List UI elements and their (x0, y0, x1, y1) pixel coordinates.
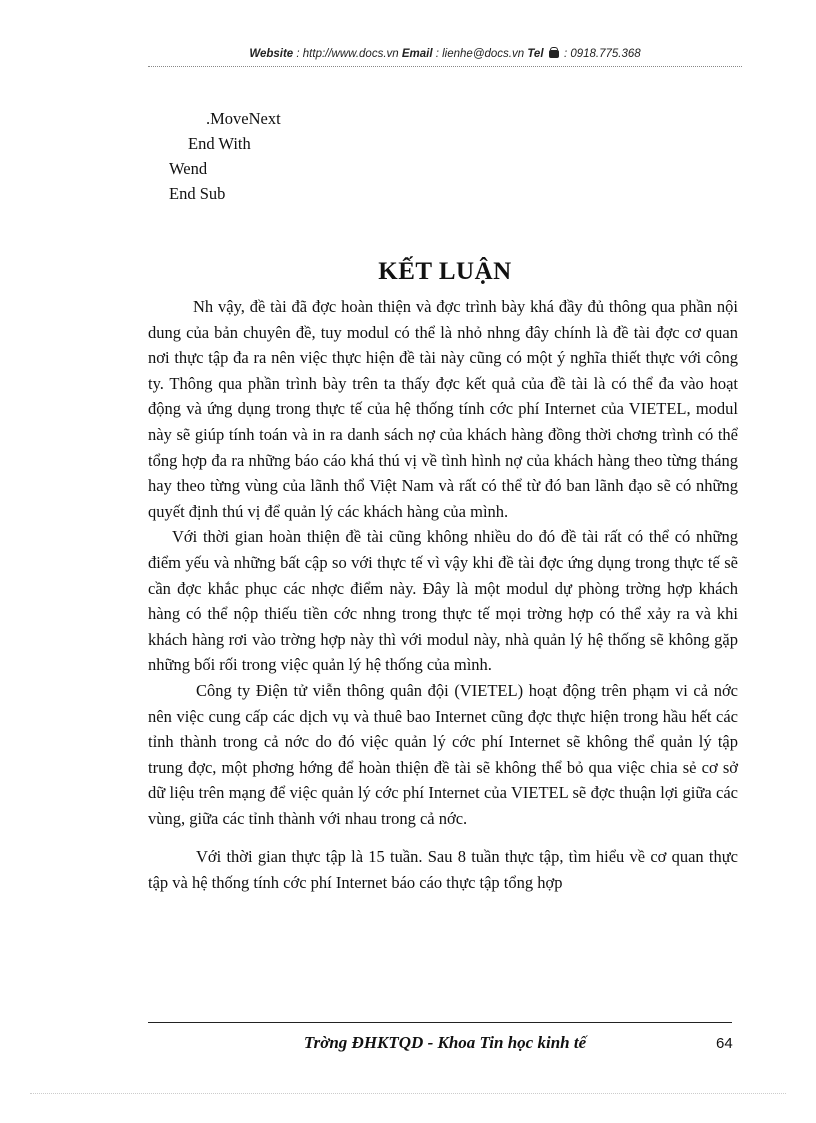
website-value: : http://www.docs.vn (293, 48, 402, 60)
section-title: KẾT LUẬN (378, 258, 512, 285)
footer-divider (148, 1022, 732, 1023)
tel-value: : 0918.775.368 (563, 48, 641, 60)
phone-icon (549, 50, 559, 58)
page-header (148, 48, 742, 60)
email-value: : lienhe@docs.vn (432, 48, 528, 60)
code-line: Wend (169, 159, 208, 178)
paragraph: Công ty Điện tử viễn thông quân đội (VIETEL) hoạt động trên phạm vi cả nớc nên việc cung cấp các dịch vụ và thuê bao Internet cũng đợc thực hiện trong hầu hết các tỉnh thành trong cả nớc do đó việc quản lý cớc phí Internet sẽ không thể quản lý tập trung đợc, một phơng hớng để hoàn thiện đề tài sẽ không thể bỏ qua việc chia sẻ cơ sở dữ liệu trên mạng để việc quản lý cớc phí Internet của VIETEL sẽ đợc thuận lợi giữa các vùng, giữa các tỉnh thành với nhau trong cả nớc. (148, 680, 738, 828)
page-bottom-divider (30, 1093, 786, 1094)
code-block (0, 106, 281, 206)
header-divider (148, 66, 742, 67)
website-label: Website (249, 48, 294, 60)
paragraph: Với thời gian hoàn thiện đề tài cũng không nhiều do đó đề tài rất có thể có những điểm yếu và những bất cập so với thực tế vì vậy khi đề tài đợc ứng dụng trong thực tế sẽ cần đợc khắc phục các nhợc điểm này. Đây là một modul dự phòng trờng hợp khách hàng có thể nộp thiếu tiền cớc nhng trong thực tế mọi trờng hợp có thể xảy ra và khi khách hàng rơi vào trờng hợp này thì với modul này, nhà quản lý hệ thống sẽ không gặp những bối rối trong việc quản lý hệ thống của mình. (148, 527, 738, 675)
email-label: Email (401, 48, 433, 60)
paragraph: Nh vậy, đề tài đã đợc hoàn thiện và đợc trình bày khá đầy đủ thông qua phần nội dung của bản chuyên đề, tuy modul có thể là nhỏ nhng đây chính là đề tài đợc cơ quan nơi thực tập đa ra nên việc thực hiện đề tài này cũng có một ý nghĩa thiết thực với công ty. Thông qua phần trình bày trên ta thấy đợc kết quả của đề tài là có thể đa vào hoạt động và ứng dụng trong thực tế của hệ thống tính cớc phí Internet của VIETEL, modul này sẽ giúp tính toán và in ra danh sách nợ của khách hàng đồng thời chơng trình có thể tổng hợp đa ra những báo cáo khá thú vị về tình hình nợ của khách hàng theo từng tháng hay theo từng vùng của lãnh thổ Việt Nam và rất có thể từ đó ban lãnh đạo sẽ có những quyết định thú vị để quản lý các khách hàng của mình. (148, 297, 738, 521)
tel-label: Tel (527, 48, 544, 60)
code-line: End With (188, 134, 251, 153)
paragraph: Với thời gian thực tập là 15 tuần. Sau 8 tuần thực tập, tìm hiểu về cơ quan thực tập và hệ thống tính cớc phí Internet báo cáo thực tập tổng hợp (148, 847, 738, 893)
code-line: End Sub (169, 184, 226, 203)
page-number: 64 (716, 1035, 733, 1052)
body-text (148, 294, 738, 896)
footer-text: Trờng ĐHKTQD - Khoa Tin học kinh tế (303, 1033, 587, 1052)
code-line: .MoveNext (206, 109, 281, 128)
